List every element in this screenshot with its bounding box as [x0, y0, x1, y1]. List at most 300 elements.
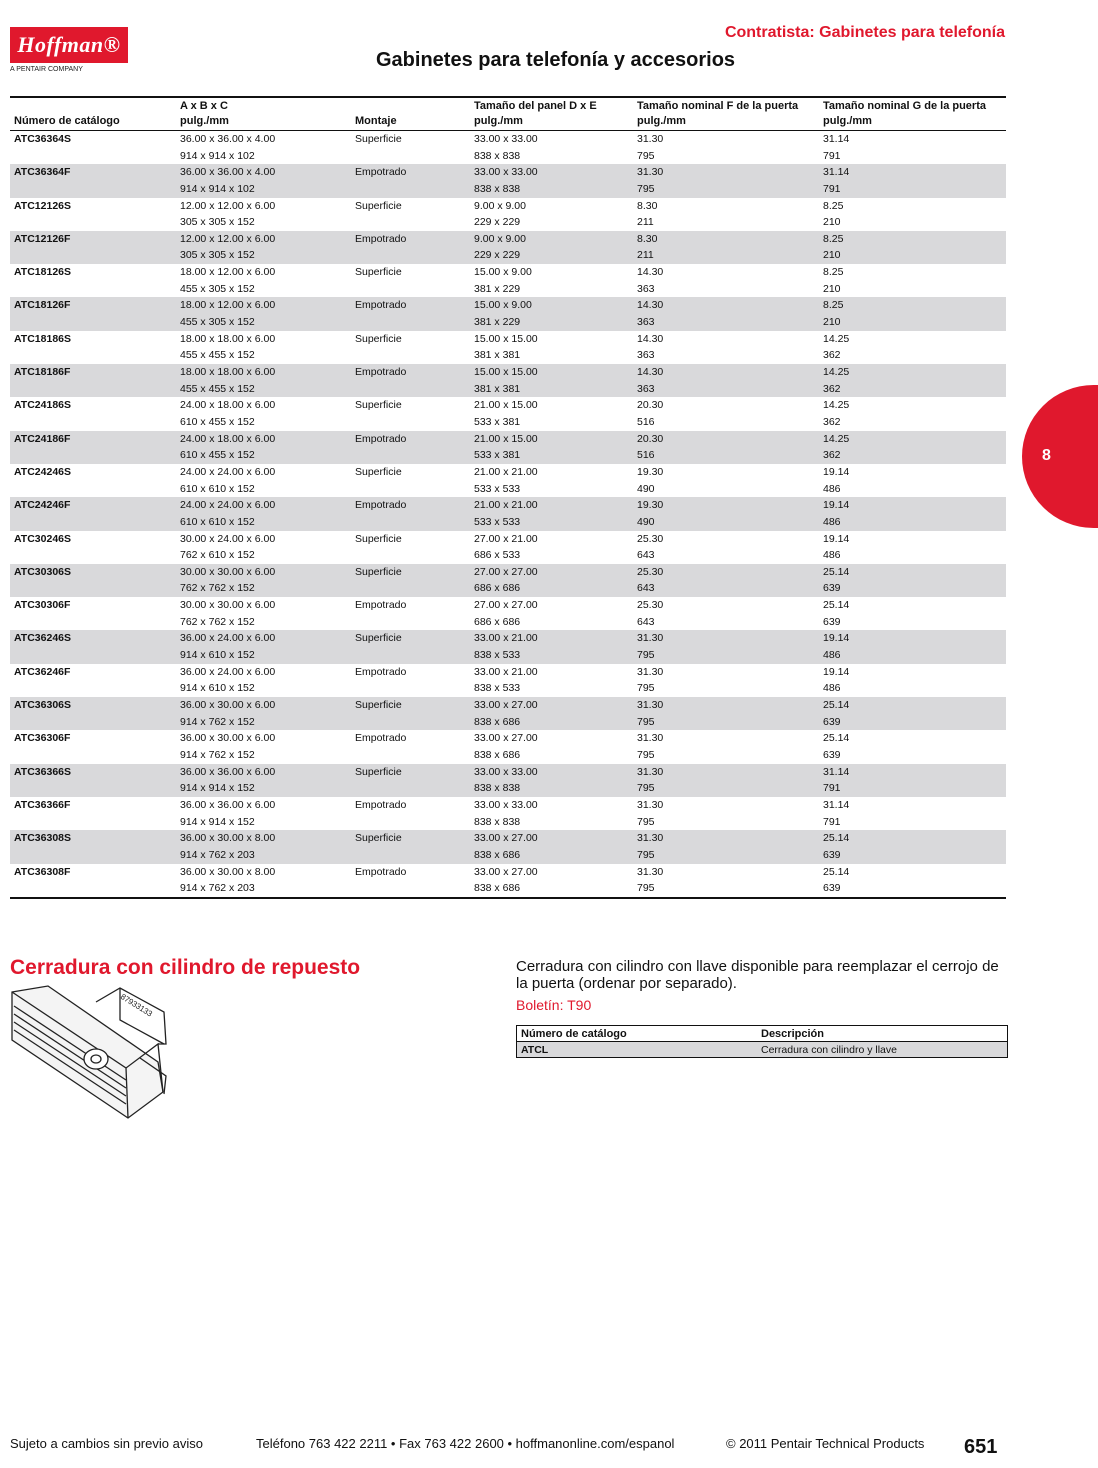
catalog-number-cell-line1: ATC36366S [14, 765, 72, 778]
accessory-catalog-number: ATCL [517, 1042, 757, 1058]
door-f-cell [633, 830, 819, 863]
dimensions-cell [176, 331, 351, 364]
door-g-cell-line2: 639 [823, 715, 841, 728]
door-g-cell-line2: 486 [823, 482, 841, 495]
door-f-cell-line2: 795 [637, 149, 655, 162]
panel-size-cell [470, 231, 633, 264]
door-f-cell [633, 630, 819, 663]
door-g-cell-line2: 639 [823, 882, 841, 895]
door-f-cell-line1: 20.30 [637, 432, 664, 445]
panel-size-cell [470, 331, 633, 364]
door-f-cell [633, 297, 819, 330]
column-header-line1 [355, 99, 466, 114]
dimensions-cell [176, 797, 351, 830]
door-f-cell [633, 164, 819, 197]
door-f-cell-line2: 795 [637, 715, 655, 728]
door-g-cell [819, 264, 1006, 297]
catalog-number-cell [10, 730, 176, 763]
chapter-number: 8 [1042, 447, 1051, 464]
bulletin-label: Boletín: T90 [516, 997, 592, 1013]
door-g-cell-line2: 639 [823, 615, 841, 628]
mounting-cell [351, 564, 470, 597]
dimensions-cell [176, 864, 351, 897]
door-g-cell [819, 531, 1006, 564]
panel-size-cell-line2: 381 x 229 [474, 316, 521, 329]
dimensions-cell [176, 497, 351, 530]
door-g-cell [819, 497, 1006, 530]
dimensions-cell-line1: 18.00 x 18.00 x 6.00 [180, 366, 276, 379]
door-g-cell-line2: 791 [823, 815, 841, 828]
footer-contact: Teléfono 763 422 2211 • Fax 763 422 2600 • hoffmanonline.com/espanol [256, 1436, 675, 1451]
panel-size-cell [470, 364, 633, 397]
door-f-cell-line2: 516 [637, 415, 655, 428]
door-g-cell-line1: 25.14 [823, 732, 850, 745]
door-f-cell-line2: 363 [637, 282, 655, 295]
catalog-number-cell-line1: ATC36366F [14, 798, 71, 811]
panel-size-cell-line1: 27.00 x 27.00 [474, 565, 538, 578]
door-f-cell [633, 431, 819, 464]
table-row [10, 564, 1006, 597]
chapter-tab [1022, 385, 1098, 528]
door-g-cell [819, 830, 1006, 863]
panel-size-cell-line1: 33.00 x 27.00 [474, 832, 538, 845]
column-header-line2: Número de catálogo [14, 115, 120, 127]
panel-size-cell [470, 297, 633, 330]
door-g-cell [819, 364, 1006, 397]
panel-size-cell-line2: 686 x 686 [474, 582, 521, 595]
panel-size-cell [470, 764, 633, 797]
door-g-cell-line1: 31.14 [823, 133, 850, 145]
catalog-number-cell-line1: ATC24246S [14, 465, 72, 478]
mounting-cell-line1: Superficie [355, 199, 402, 212]
mounting-cell-line1: Superficie [355, 399, 402, 412]
door-f-cell [633, 464, 819, 497]
table-row [10, 597, 1006, 630]
door-g-cell-line2: 791 [823, 182, 841, 195]
dimensions-cell [176, 597, 351, 630]
mounting-cell-line1: Superficie [355, 565, 402, 578]
catalog-number-cell-line1: ATC18126F [14, 299, 71, 312]
table-row [10, 297, 1006, 330]
mounting-cell-line1: Superficie [355, 465, 402, 478]
mounting-cell [351, 497, 470, 530]
door-f-cell-line2: 643 [637, 615, 655, 628]
panel-size-cell [470, 464, 633, 497]
dimensions-cell-line2: 305 x 305 x 152 [180, 249, 255, 262]
panel-size-cell [470, 564, 633, 597]
door-g-cell-line2: 639 [823, 748, 841, 761]
door-f-cell-line1: 19.30 [637, 499, 664, 512]
catalog-number-cell-line1: ATC24246F [14, 499, 71, 512]
catalog-number-cell [10, 464, 176, 497]
catalog-number-cell [10, 497, 176, 530]
panel-size-cell-line2: 381 x 381 [474, 349, 521, 362]
mounting-cell [351, 231, 470, 264]
column-header-line2: pulg./mm [637, 115, 686, 127]
door-g-cell-line2: 210 [823, 316, 841, 329]
dimensions-cell-line2: 914 x 610 x 152 [180, 649, 255, 662]
door-g-cell-line2: 486 [823, 649, 841, 662]
door-f-cell [633, 597, 819, 630]
mounting-cell-line1: Empotrado [355, 865, 407, 878]
table-row [10, 764, 1006, 797]
panel-size-cell [470, 664, 633, 697]
accessory-description: Cerradura con cilindro con llave disponible para reemplazar el cerrojo de la puerta (ordenar por separado). [516, 958, 999, 992]
dimensions-cell-line1: 36.00 x 36.00 x 4.00 [180, 133, 276, 145]
column-header [819, 98, 1006, 131]
dimensions-cell-line2: 610 x 455 x 152 [180, 449, 255, 462]
door-g-cell-line1: 31.14 [823, 798, 850, 811]
dimensions-cell-line1: 12.00 x 12.00 x 6.00 [180, 232, 276, 245]
door-f-cell-line2: 795 [637, 682, 655, 695]
door-f-cell-line1: 14.30 [637, 266, 664, 279]
dimensions-cell [176, 564, 351, 597]
door-f-cell [633, 397, 819, 430]
door-g-cell [819, 131, 1006, 165]
mounting-cell [351, 864, 470, 897]
panel-size-cell-line1: 15.00 x 9.00 [474, 299, 532, 312]
mounting-cell [351, 297, 470, 330]
door-f-cell-line2: 211 [637, 249, 654, 262]
panel-size-cell [470, 830, 633, 863]
door-f-cell [633, 264, 819, 297]
dimensions-cell [176, 830, 351, 863]
door-f-cell-line1: 8.30 [637, 232, 658, 245]
mounting-cell [351, 797, 470, 830]
door-g-cell-line2: 639 [823, 582, 841, 595]
door-g-cell-line2: 486 [823, 549, 841, 562]
panel-size-cell [470, 630, 633, 663]
mounting-cell-line1: Superficie [355, 532, 402, 545]
catalog-number-cell [10, 198, 176, 231]
catalog-table [10, 96, 1006, 899]
door-g-cell [819, 664, 1006, 697]
catalog-number-cell-line1: ATC36364S [14, 133, 72, 145]
accessory-header-description: Descripción [757, 1026, 1007, 1042]
panel-size-cell-line2: 838 x 686 [474, 848, 521, 861]
panel-size-cell-line1: 33.00 x 33.00 [474, 765, 538, 778]
door-f-cell-line2: 795 [637, 882, 655, 895]
door-f-cell-line1: 31.30 [637, 699, 664, 712]
table-row [10, 730, 1006, 763]
door-f-cell-line1: 31.30 [637, 632, 664, 645]
dimensions-cell [176, 198, 351, 231]
table-row [10, 397, 1006, 430]
dimensions-cell [176, 131, 351, 165]
catalog-number-cell [10, 830, 176, 863]
dimensions-cell-line2: 914 x 762 x 152 [180, 715, 255, 728]
door-f-cell-line1: 25.30 [637, 599, 664, 612]
panel-size-cell [470, 864, 633, 897]
dimensions-cell-line1: 24.00 x 18.00 x 6.00 [180, 432, 276, 445]
accessory-header-row [517, 1026, 1007, 1042]
door-f-cell [633, 564, 819, 597]
door-g-cell [819, 697, 1006, 730]
table-row [10, 364, 1006, 397]
table-row [10, 664, 1006, 697]
door-g-cell-line1: 8.25 [823, 266, 844, 279]
panel-size-cell [470, 597, 633, 630]
dimensions-cell-line2: 914 x 914 x 102 [180, 149, 255, 162]
dimensions-cell-line1: 24.00 x 24.00 x 6.00 [180, 465, 276, 478]
panel-size-cell-line1: 15.00 x 9.00 [474, 266, 532, 279]
panel-size-cell-line2: 838 x 838 [474, 182, 521, 195]
panel-size-cell-line2: 686 x 686 [474, 615, 521, 628]
mounting-cell [351, 531, 470, 564]
door-g-cell [819, 597, 1006, 630]
catalog-number-cell-line1: ATC36308F [14, 865, 71, 878]
catalog-number-cell [10, 397, 176, 430]
door-g-cell-line2: 362 [823, 349, 841, 362]
mounting-cell [351, 664, 470, 697]
panel-size-cell-line1: 15.00 x 15.00 [474, 332, 538, 345]
door-g-cell [819, 464, 1006, 497]
door-f-cell-line2: 363 [637, 382, 655, 395]
catalog-number-cell-line1: ATC24186F [14, 432, 71, 445]
door-g-cell-line1: 8.25 [823, 199, 844, 212]
panel-size-cell-line2: 381 x 229 [474, 282, 521, 295]
mounting-cell-line1: Superficie [355, 266, 402, 279]
accessory-title: Cerradura con cilindro de repuesto [10, 956, 361, 979]
column-header-line2: Montaje [355, 115, 397, 127]
catalog-number-cell [10, 264, 176, 297]
catalog-number-cell [10, 131, 176, 165]
panel-size-cell-line2: 229 x 229 [474, 249, 521, 262]
dimensions-cell-line2: 914 x 914 x 152 [180, 782, 255, 795]
door-f-cell [633, 730, 819, 763]
panel-size-cell-line1: 27.00 x 27.00 [474, 599, 538, 612]
mounting-cell-line1: Superficie [355, 832, 402, 845]
dimensions-cell-line2: 610 x 610 x 152 [180, 515, 255, 528]
column-header [176, 98, 351, 131]
door-f-cell-line1: 31.30 [637, 732, 664, 745]
dimensions-cell [176, 531, 351, 564]
catalog-number-cell-line1: ATC30246S [14, 532, 72, 545]
dimensions-cell-line1: 12.00 x 12.00 x 6.00 [180, 199, 276, 212]
door-f-cell-line1: 31.30 [637, 765, 664, 778]
column-header [470, 98, 633, 131]
panel-size-cell-line1: 33.00 x 21.00 [474, 665, 538, 678]
section-heading: Contratista: Gabinetes para telefonía [724, 24, 1005, 41]
mounting-cell [351, 164, 470, 197]
panel-size-cell [470, 697, 633, 730]
door-f-cell-line1: 25.30 [637, 532, 664, 545]
panel-size-cell-line2: 838 x 838 [474, 149, 521, 162]
door-f-cell-line2: 363 [637, 349, 655, 362]
door-f-cell [633, 497, 819, 530]
dimensions-cell [176, 164, 351, 197]
catalog-number-cell [10, 664, 176, 697]
table-row [10, 697, 1006, 730]
panel-size-cell-line2: 838 x 686 [474, 882, 521, 895]
door-g-cell-line1: 25.14 [823, 865, 850, 878]
mounting-cell [351, 431, 470, 464]
door-f-cell-line1: 14.30 [637, 299, 664, 312]
dimensions-cell-line1: 30.00 x 30.00 x 6.00 [180, 565, 276, 578]
dimensions-cell [176, 231, 351, 264]
door-g-cell [819, 297, 1006, 330]
catalog-number-cell-line1: ATC30306S [14, 565, 72, 578]
door-g-cell-line2: 362 [823, 449, 841, 462]
mounting-cell [351, 364, 470, 397]
mounting-cell [351, 198, 470, 231]
door-g-cell-line1: 19.14 [823, 465, 850, 478]
table-row [10, 830, 1006, 863]
dimensions-cell-line2: 914 x 610 x 152 [180, 682, 255, 695]
dimensions-cell-line2: 610 x 610 x 152 [180, 482, 255, 495]
dimensions-cell-line1: 36.00 x 24.00 x 6.00 [180, 665, 276, 678]
door-g-cell [819, 630, 1006, 663]
door-f-cell-line2: 490 [637, 482, 655, 495]
mounting-cell-line1: Superficie [355, 133, 402, 145]
door-g-cell-line1: 25.14 [823, 565, 850, 578]
logo-subtitle: A PENTAIR COMPANY [10, 66, 83, 73]
dimensions-cell [176, 630, 351, 663]
dimensions-cell-line2: 914 x 914 x 152 [180, 815, 255, 828]
door-f-cell-line1: 14.30 [637, 366, 664, 379]
column-header-line2: pulg./mm [474, 115, 523, 127]
image-code: 87933133 [118, 992, 154, 1019]
dimensions-cell-line1: 18.00 x 12.00 x 6.00 [180, 299, 276, 312]
panel-size-cell-line2: 838 x 533 [474, 682, 521, 695]
door-f-cell [633, 198, 819, 231]
panel-size-cell-line1: 33.00 x 33.00 [474, 133, 538, 145]
dimensions-cell [176, 264, 351, 297]
catalog-number-cell [10, 630, 176, 663]
table-row [10, 164, 1006, 197]
catalog-number-cell [10, 597, 176, 630]
dimensions-cell [176, 364, 351, 397]
door-f-cell-line2: 643 [637, 582, 655, 595]
mounting-cell [351, 697, 470, 730]
dimensions-cell-line1: 36.00 x 36.00 x 4.00 [180, 166, 276, 179]
catalog-number-cell-line1: ATC12126S [14, 199, 72, 212]
door-g-cell-line2: 486 [823, 682, 841, 695]
door-f-cell-line2: 795 [637, 815, 655, 828]
door-g-cell-line1: 19.14 [823, 532, 850, 545]
door-f-cell [633, 331, 819, 364]
hoffman-logo: Hoffman® [10, 27, 128, 63]
dimensions-cell-line2: 305 x 305 x 152 [180, 216, 255, 229]
panel-size-cell-line1: 27.00 x 21.00 [474, 532, 538, 545]
mounting-cell-line1: Empotrado [355, 299, 407, 312]
dimensions-cell-line2: 914 x 914 x 102 [180, 182, 255, 195]
door-f-cell [633, 764, 819, 797]
dimensions-cell-line1: 18.00 x 12.00 x 6.00 [180, 266, 276, 279]
dimensions-cell-line2: 762 x 762 x 152 [180, 582, 255, 595]
door-f-cell-line2: 363 [637, 316, 655, 329]
door-f-cell-line1: 19.30 [637, 465, 664, 478]
catalog-number-cell [10, 297, 176, 330]
mounting-cell-line1: Empotrado [355, 499, 407, 512]
dimensions-cell-line1: 30.00 x 24.00 x 6.00 [180, 532, 276, 545]
mounting-cell [351, 764, 470, 797]
catalog-number-cell-line1: ATC36246S [14, 632, 72, 645]
door-g-cell [819, 564, 1006, 597]
dimensions-cell-line2: 914 x 762 x 203 [180, 848, 255, 861]
dimensions-cell [176, 397, 351, 430]
panel-size-cell-line2: 533 x 381 [474, 449, 521, 462]
panel-size-cell-line2: 533 x 381 [474, 415, 521, 428]
panel-size-cell-line1: 33.00 x 33.00 [474, 798, 538, 811]
column-header-line2: pulg./mm [180, 115, 229, 127]
dimensions-cell [176, 697, 351, 730]
dimensions-cell-line2: 914 x 762 x 203 [180, 882, 255, 895]
column-header [10, 98, 176, 131]
panel-size-cell-line1: 21.00 x 15.00 [474, 399, 538, 412]
panel-size-cell [470, 198, 633, 231]
dimensions-cell-line1: 18.00 x 18.00 x 6.00 [180, 332, 276, 345]
door-g-cell-line1: 19.14 [823, 665, 850, 678]
mounting-cell [351, 730, 470, 763]
accessory-description-cell: Cerradura con cilindro y llave [757, 1042, 1007, 1058]
catalog-number-cell [10, 797, 176, 830]
door-g-cell [819, 764, 1006, 797]
dimensions-cell-line1: 24.00 x 18.00 x 6.00 [180, 399, 276, 412]
door-f-cell-line2: 490 [637, 515, 655, 528]
table-row [10, 531, 1006, 564]
door-f-cell-line1: 20.30 [637, 399, 664, 412]
door-g-cell-line2: 210 [823, 282, 841, 295]
door-f-cell-line2: 795 [637, 748, 655, 761]
dimensions-cell-line1: 36.00 x 36.00 x 6.00 [180, 765, 276, 778]
door-g-cell-line1: 8.25 [823, 299, 844, 312]
footer-notice: Sujeto a cambios sin previo aviso [10, 1436, 203, 1451]
dimensions-cell-line1: 36.00 x 30.00 x 6.00 [180, 699, 276, 712]
dimensions-cell-line1: 24.00 x 24.00 x 6.00 [180, 499, 276, 512]
panel-size-cell-line1: 33.00 x 27.00 [474, 732, 538, 745]
catalog-number-cell [10, 364, 176, 397]
panel-size-cell [470, 730, 633, 763]
door-g-cell-line2: 486 [823, 515, 841, 528]
door-f-cell-line2: 795 [637, 848, 655, 861]
door-g-cell-line2: 639 [823, 848, 841, 861]
catalog-number-cell-line1: ATC36306F [14, 732, 71, 745]
accessory-row [517, 1042, 1007, 1058]
dimensions-cell-line1: 36.00 x 30.00 x 6.00 [180, 732, 276, 745]
mounting-cell [351, 464, 470, 497]
door-g-cell-line1: 25.14 [823, 699, 850, 712]
cylinder-lock-illustration [8, 984, 178, 1120]
panel-size-cell-line1: 9.00 x 9.00 [474, 199, 526, 212]
mounting-cell [351, 331, 470, 364]
catalog-number-cell-line1: ATC12126F [14, 232, 71, 245]
page-title: Gabinetes para telefonía y accesorios [376, 49, 736, 71]
catalog-number-cell-line1: ATC30306F [14, 599, 71, 612]
catalog-number-cell-line1: ATC36308S [14, 832, 72, 845]
catalog-number-cell [10, 564, 176, 597]
door-f-cell-line2: 516 [637, 449, 655, 462]
page-number: 651 [964, 1436, 998, 1458]
catalog-number-cell [10, 864, 176, 897]
door-g-cell-line1: 14.25 [823, 366, 850, 379]
panel-size-cell-line1: 9.00 x 9.00 [474, 232, 526, 245]
dimensions-cell-line2: 914 x 762 x 152 [180, 748, 255, 761]
panel-size-cell-line1: 21.00 x 21.00 [474, 465, 538, 478]
catalog-number-cell-line1: ATC18186F [14, 366, 71, 379]
panel-size-cell-line2: 533 x 533 [474, 482, 521, 495]
mounting-cell-line1: Empotrado [355, 599, 407, 612]
door-f-cell [633, 131, 819, 165]
door-g-cell-line2: 791 [823, 149, 841, 162]
catalog-number-cell-line1: ATC36364F [14, 166, 71, 179]
panel-size-cell-line1: 33.00 x 27.00 [474, 699, 538, 712]
door-g-cell-line1: 8.25 [823, 232, 844, 245]
mounting-cell [351, 264, 470, 297]
table-row [10, 331, 1006, 364]
door-g-cell [819, 198, 1006, 231]
column-header [633, 98, 819, 131]
